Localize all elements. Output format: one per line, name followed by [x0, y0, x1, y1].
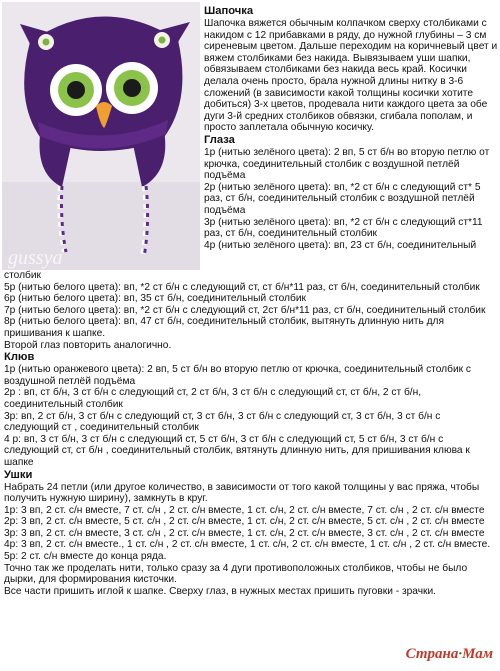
paragraph: 8р (нитью белого цвета): вп, 47 ст б/н, соединительный столбик, вытянуть длинную нить для пришивания к шапке.	[4, 316, 445, 339]
owl-hat-illustration	[2, 2, 200, 270]
paragraph: 6р (нитью белого цвета): вп, 35 ст б/н, соединительный столбик	[4, 293, 306, 305]
section-heading: Ушки	[4, 468, 33, 481]
paragraph: 4р (нитью зелёного цвета): вп, 23 ст б/н, соединительный	[204, 239, 477, 251]
paragraph: 1р: 3 вп, 2 ст. с/н вместе, 7 ст. с/н , 2 ст. с/н вместе, 1 ст. с/н, 2 ст. с/н вместе, 7 ст. с/н , 2 ст. с/н вместе	[4, 504, 485, 516]
paragraph: 3р: вп, 2 ст б/н, 3 ст б/н с следующий ст, 3 ст б/н, 3 ст б/н с следующий ст, 3 ст б/н, 3 ст б/н с следующий ст , соединительный столбик	[4, 410, 441, 434]
paragraph: 7р (нитью белого цвета): вп, *2 ст б/н с следующий ст, 2ст б/н*11 раз, ст б/н, соединительный столбик	[4, 304, 486, 316]
paragraph: 2р : вп, ст б/н, 3 ст б/н с следующий ст, 2 ст б/н, 3 ст б/н с следующий ст, ст б/н, 2 ст б/н, соединительный столбик	[4, 387, 422, 410]
right-text-column	[204, 5, 498, 251]
paragraph: Второй глаз повторить аналогично.	[4, 339, 172, 351]
full-width-text	[4, 270, 496, 597]
site-logo	[403, 646, 496, 669]
paragraph: 3р: 3 вп, 2 ст. с/н вместе, 3 ст. с/н , 2 ст. с/н вместе, 1 ст. с/н, 2 ст. с/н вместе, 3 ст. с/н , 2 ст. с/н вместе	[4, 527, 485, 539]
paragraph: Шапочка вяжется обычным колпачком сверху столбиками с накидом с 12 прибавками в ряду, до нужной глубины – 3 см сиреневым цветом. Дальше переходим на коричневый цвет и вяжем столбиками без накида. Вывязываем уши шапки, обвязываем столбиками без накида весь край. Косички делала очень просто, брала нужной длины нитку в 3-6 сложений (в зависимости какой толщины косички хотите добиться) 3-х цветов, продевала нити каждого цвета за обе дуги 3-й средних столбиков обвязки, сгибала пополам, и просто заплетала обычную косичку.	[204, 18, 498, 134]
paragraph: 4 р: вп, 3 ст б/н, 3 ст б/н с следующий ст, 5 ст б/н, 3 ст б/н с следующий ст, 5 ст б/н, 3 ст б/н с следующий ст, ст б/н , соединительный столбик, вятянуть длинную нить, для пришивания клюва к шапке	[4, 433, 470, 468]
paragraph: 1р (нитью оранжевого цвета): 2 вп, 5 ст б/н во вторую петлю от крючка, соединительный столбик с воздушной петлёй подъёма	[4, 364, 472, 387]
paragraph: 1р (нитью зелёного цвета): 2 вп, 5 ст б/н во вторую петлю от крючка, соединительный столбик с воздушной петлёй подъёма	[204, 146, 490, 182]
paragraph: 3р (нитью зелёного цвета): вп, *2 ст б/н с следующий ст*11 раз, ст б/н, соединительный столбик	[204, 216, 483, 240]
paragraph: Все части пришить иглой к шапке. Сверху глаз, в нужных местах пришить пуговки - зрачки.	[4, 585, 437, 597]
paragraph: 2р (нитью зелёного цвета): вп, *2 ст б/н с следующий ст* 5 раз, ст б/н, соединительный столбик с воздушной петлёй подъёма	[204, 181, 481, 216]
paragraph: Набрать 24 петли (или другое количество, в зависимости от того какой толщины у вас пряжа, чтобы получить нужную ширину), замкнуть в круг.	[4, 481, 480, 505]
paragraph: 2р: 3 вп, 2 ст. с/н вместе, 5 ст. с/н , 2 ст. с/н вместе, 1 ст. с/н, 2 ст. с/н вместе, 5 ст. с/н , 2 ст. с/н вместе	[4, 516, 485, 528]
site-logo-dot: ·	[458, 646, 463, 662]
paragraph: 5р: 2 ст. с/н вместе до конца ряда.	[4, 551, 167, 563]
owl-hat-photo	[2, 2, 200, 270]
photo-watermark: gussya	[8, 247, 63, 269]
paragraph: 5р (нитью белого цвета): вп, *2 ст б/н с следующий ст, ст б/н*11 раз, ст б/н, соединительный столбик	[4, 281, 480, 293]
paragraph: Точно так же проделать нити, только сразу за 4 дуги противоположных столбиков, чтобы не было дырки, для формирования кисточки.	[4, 562, 468, 586]
paragraph: 4р: 3 вп, 2 ст. с/н вместе., 1 ст. с/н , 2 ст. с/н вместе, 1 ст. с/н, 2 ст. с/н вместе, 1 ст. с/н , 2 ст. с/н вместе.	[4, 539, 491, 551]
section-heading: Глаза	[204, 133, 235, 146]
site-logo-part1: Страна	[405, 646, 459, 662]
paragraph: столбик	[4, 270, 42, 281]
section-heading: Шапочка	[204, 5, 254, 17]
section-heading: Клюв	[4, 351, 35, 364]
site-logo-part2: Мам	[462, 646, 493, 662]
